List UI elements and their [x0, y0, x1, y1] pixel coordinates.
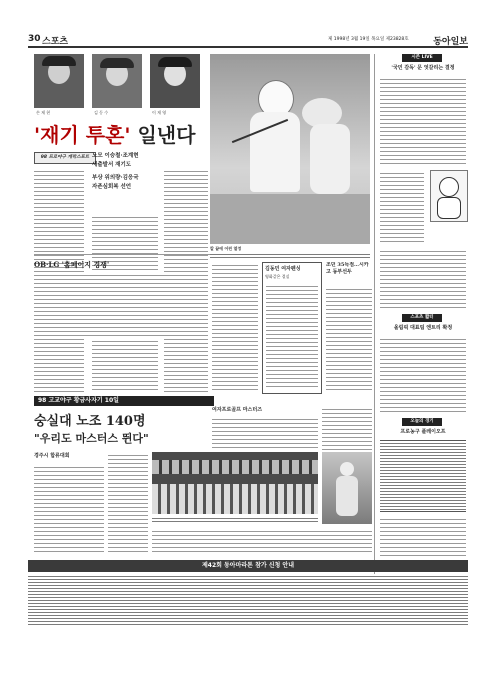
lead-subheads [92, 152, 158, 210]
sidebar-bottom-text [380, 516, 466, 556]
sidebar-top-text-2 [380, 170, 424, 244]
series-logo: 98 프로야구 개막스포트 [34, 152, 96, 164]
golf-photo [322, 452, 372, 524]
joseon-text [326, 286, 372, 392]
highschool-text-2 [108, 452, 148, 554]
header-rule [28, 46, 468, 48]
women-golf-title: 여자프로골프 마스터즈 [212, 407, 263, 413]
kim-column-title: 김동민 여자펜싱 [265, 266, 301, 272]
bottom-banner-title: 제42회 동아마라톤 참가 신청 안내 [201, 562, 295, 569]
highschool-headline-2: "우리도 마스터스 뛴다" [34, 432, 149, 445]
sidebar-schedule-table [380, 440, 466, 512]
page-header [28, 34, 468, 46]
women-golf-text-2 [322, 406, 372, 450]
sidebar-top-label: 시즌 LIVE [402, 54, 442, 62]
paper-name: 동아일보 [433, 37, 468, 46]
sidebar-top-text-3 [380, 248, 466, 308]
lead-headline-quote: '재기 투혼' [34, 123, 131, 147]
portrait-photo-3 [150, 54, 200, 108]
team-photo-caption [152, 516, 318, 524]
kim-column-subtitle: 영화같은 결실 [265, 274, 290, 279]
team-photo [152, 452, 318, 514]
sidebar-top-text [380, 76, 466, 166]
highschool-text [34, 464, 104, 554]
ob-lg-title: OB·LG '홈페이지 경쟁' [34, 260, 110, 269]
lead-bottom-rule [34, 254, 210, 255]
fencing-caption-text [210, 252, 370, 258]
highschool-banner: 98 고교야구 황금사자기 10일 [34, 396, 214, 406]
lead-subhead-1: 노모 이승철·조계현 [92, 153, 139, 159]
sidebar-schedule-title: 프로농구 플레이오프 [400, 429, 446, 435]
joseon-title: 조던 35득점…시카고 동부선두 [326, 262, 369, 275]
sidebar-mid-label: 스포츠 짧터 [402, 314, 442, 322]
sidebar-mid-text [380, 336, 466, 412]
portrait-photo-1 [34, 54, 84, 108]
lead-subhead-2: 새출발서 재기도 [92, 162, 132, 168]
portrait-caption-1: 손 제 현 [36, 110, 51, 115]
sidebar-top-title: '국민 감독' 문 엇갈리는 결정 [391, 65, 455, 71]
page-number: 30 [28, 34, 41, 44]
lead-headline-rest: 일낸다 [130, 123, 196, 147]
sidebar-divider [374, 54, 375, 624]
bottom-classifieds [28, 574, 468, 626]
center-col-text-1 [212, 262, 258, 392]
portrait-caption-2: 김 동 수 [94, 110, 109, 115]
kim-column [262, 262, 322, 394]
bottom-banner [28, 560, 468, 572]
fencing-caption: 칼 끝에 어린 열정 [210, 246, 242, 251]
women-golf-text [212, 416, 318, 450]
lead-headline [34, 122, 214, 148]
lead-subhead-3: 부상 위의량·김응국 [92, 175, 139, 181]
sidebar-mid-title: 올림픽 대표팀 엔트리 확정 [393, 325, 453, 331]
highschool-headline-1: 숭실대 노조 140명 [34, 414, 146, 428]
sidebar-cartoon [430, 170, 468, 222]
section-name: 스포츠 [42, 37, 69, 46]
portrait-caption-3: 이 재 영 [152, 110, 167, 115]
date-line: 제 1998년 3월 19일 목요일 제23828호 [328, 37, 409, 42]
fencing-photo [210, 54, 370, 244]
portrait-photo-2 [92, 54, 142, 108]
highschool-text-3 [152, 528, 372, 554]
highschool-kicker: 경주시 합류대회 [34, 453, 70, 459]
ob-lg-text [34, 272, 204, 338]
lead-subhead-4: 자존심회복 선언 [92, 184, 132, 190]
sidebar-schedule-label: 오늘의 경기 [402, 418, 442, 426]
